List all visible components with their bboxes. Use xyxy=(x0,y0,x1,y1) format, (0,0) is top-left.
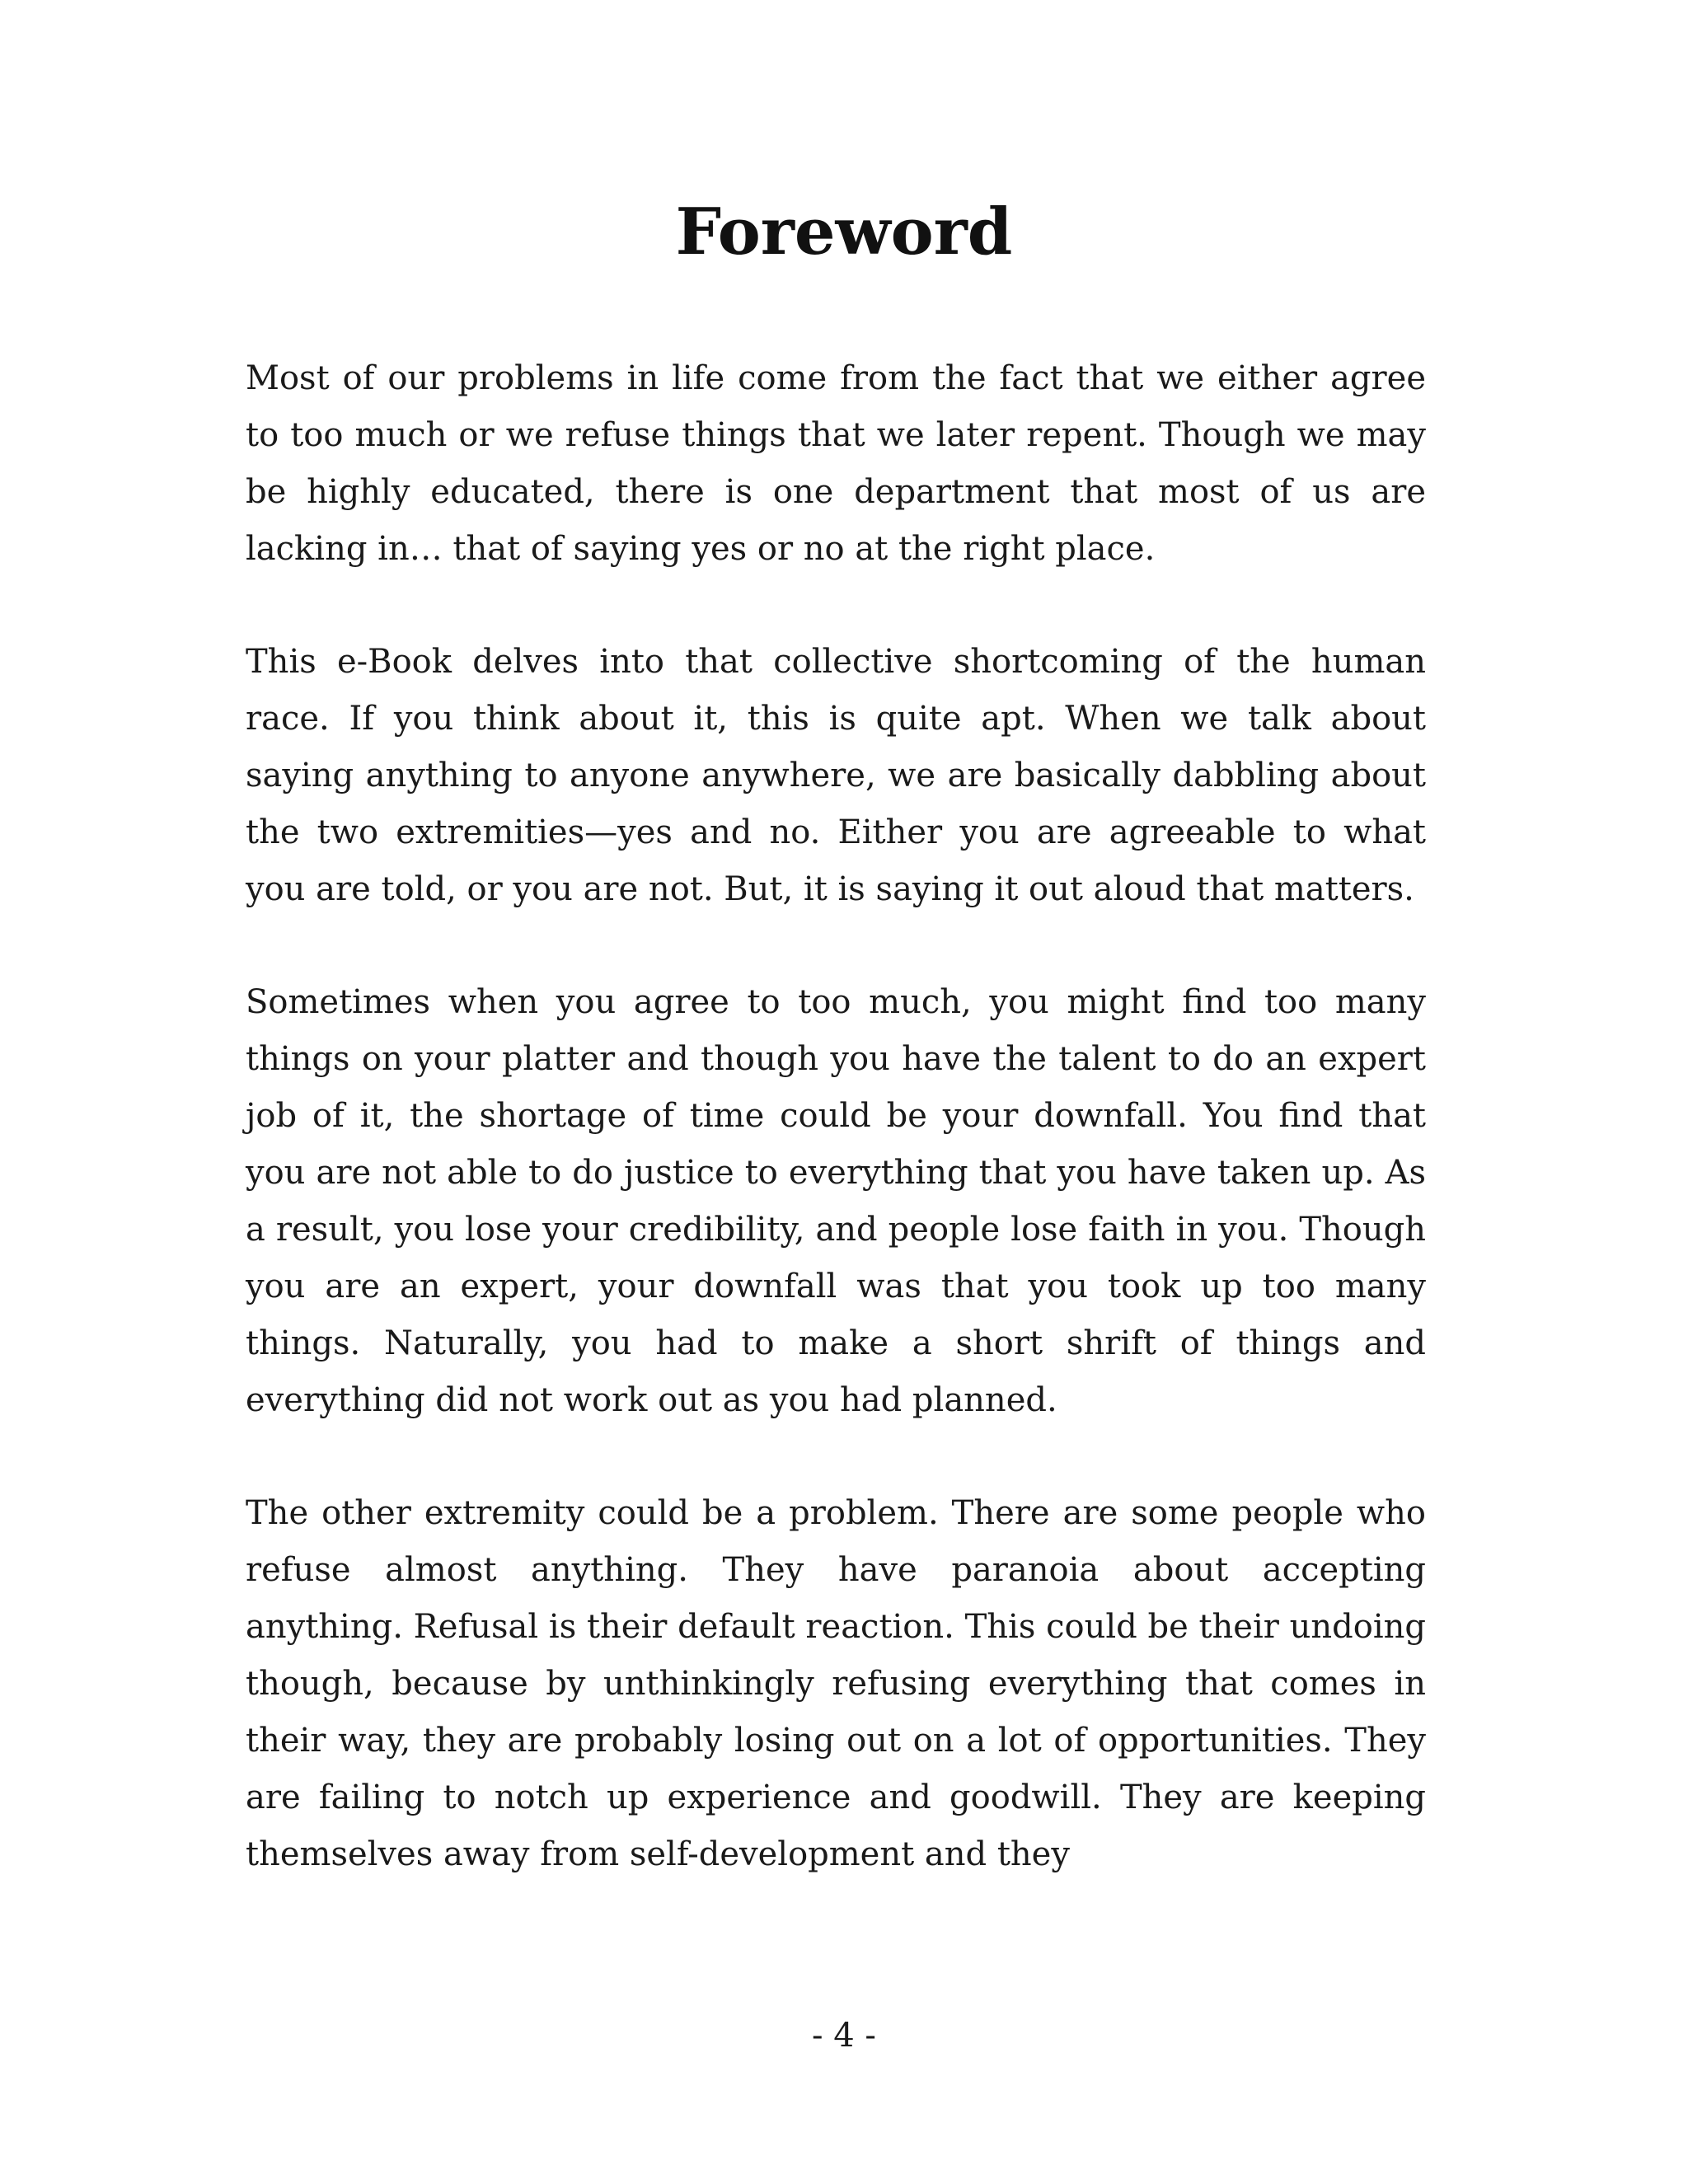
page-number: - 4 - xyxy=(812,2017,876,2055)
paragraph: Sometimes when you agree to too much, you might find too many things on your platter and though you have the talent to do an expert job of it, the shortage of time could be your downfall. You find that you are not able to do justice to everything that you have taken up. As a result, you lose your credibility, and people lose faith in you. Though you are an expert, your downfall was that you took up too many things. Naturally, you had to make a short shrift of things and everything did not work out as you had planned. xyxy=(246,983,1426,1419)
page-title: Foreword xyxy=(675,194,1013,269)
paragraph: The other extremity could be a problem. There are some people who refuse almost anything. They have paranoia about accepting anything. Refusal is their default reaction. This could be their undoing though, because by unthinkingly refusing everything that comes in their way, they are probably losing out on a lot of opportunities. They are failing to notch up experience and goodwill. They are keeping themselves away from self-development and they xyxy=(246,1494,1426,1873)
document-body xyxy=(246,350,1426,1939)
paragraph: This e-Book delves into that collective shortcoming of the human race. If you think about it, this is quite apt. When we talk about saying anything to anyone anywhere, we are basically dabbling about the two extremities—yes and no. Either you are agreeable to what you are told, or you are not. But, it is saying it out aloud that matters. xyxy=(246,643,1426,908)
paragraph: Most of our problems in life come from the fact that we either agree to too much or we refuse things that we later repent. Though we may be highly educated, there is one department that most of us are lacking in… that of saying yes or no at the right place. xyxy=(246,359,1426,568)
